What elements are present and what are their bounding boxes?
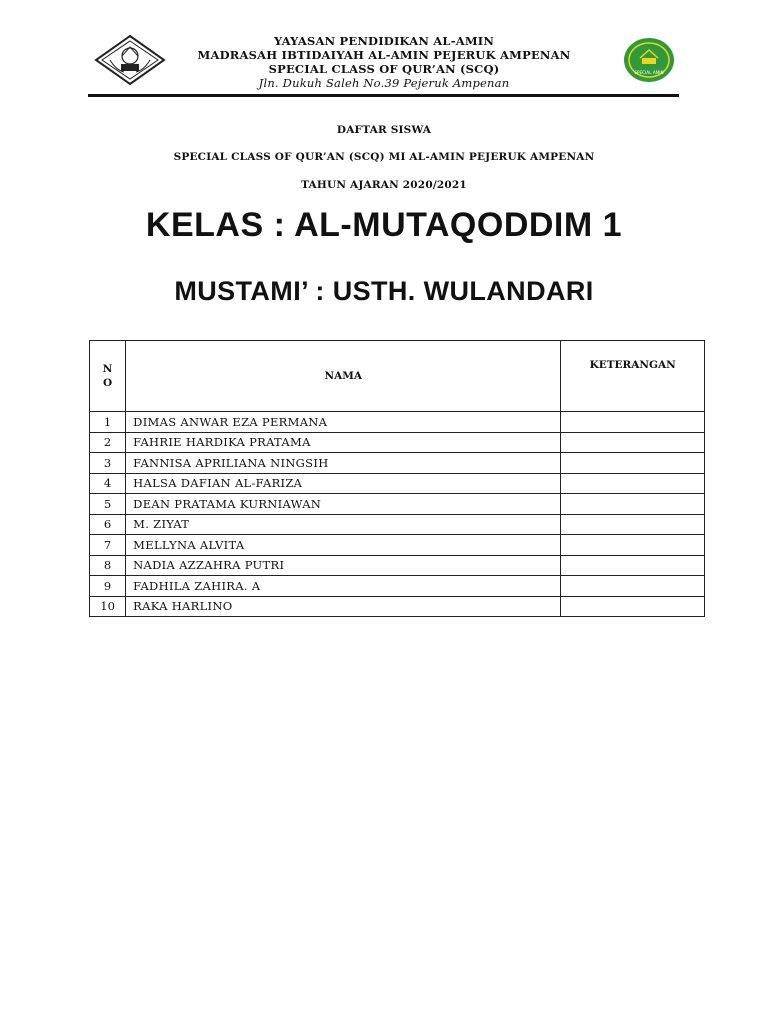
cell-no: 8 — [90, 555, 126, 576]
school-seal-icon — [622, 36, 676, 84]
cell-nama: HALSA DAFIAN AL-FARIZA — [126, 473, 561, 494]
cell-nama: FANNISA APRILIANA NINGSIH — [126, 453, 561, 474]
cell-nama: FADHILA ZAHIRA. A — [126, 576, 561, 597]
cell-keterangan — [561, 432, 705, 453]
program-name: SPECIAL CLASS OF QUR’AN (SCQ) — [268, 62, 500, 76]
document-subheading: SPECIAL CLASS OF QUR’AN (SCQ) MI AL-AMIN PEJERUK AMPENAN — [173, 151, 595, 163]
letterhead-rule — [88, 94, 679, 97]
letterhead — [88, 34, 680, 98]
teacher-title: MUSTAMI’ : USTH. WULANDARI — [174, 276, 594, 306]
foundation-name: YAYASAN PENDIDIKAN AL-AMIN — [273, 34, 495, 48]
table-row — [90, 494, 705, 515]
table-row — [90, 555, 705, 576]
cell-keterangan — [561, 555, 705, 576]
cell-nama: MELLYNA ALVITA — [126, 535, 561, 556]
cell-keterangan — [561, 453, 705, 474]
school-address: Jln. Dukuh Saleh No.39 Pejeruk Ampenan — [258, 76, 510, 90]
cell-keterangan — [561, 412, 705, 433]
cell-no: 7 — [90, 535, 126, 556]
header-no — [90, 341, 126, 412]
cell-keterangan — [561, 514, 705, 535]
cell-nama: M. ZIYAT — [126, 514, 561, 535]
class-title: KELAS : AL-MUTAQODDIM 1 — [145, 206, 623, 244]
header-no-line2: O — [103, 377, 113, 389]
header-no-line1: N — [102, 363, 113, 375]
cell-nama: RAKA HARLINO — [126, 596, 561, 617]
table-row — [90, 514, 705, 535]
cell-nama: DEAN PRATAMA KURNIAWAN — [126, 494, 561, 515]
cell-no: 3 — [90, 453, 126, 474]
header-keterangan: KETERANGAN — [561, 341, 705, 412]
school-name: MADRASAH IBTIDAIYAH AL-AMIN PEJERUK AMPENAN — [197, 48, 571, 62]
cell-nama: FAHRIE HARDIKA PRATAMA — [126, 432, 561, 453]
cell-keterangan — [561, 473, 705, 494]
table-header-row — [90, 341, 705, 412]
table-row — [90, 453, 705, 474]
cell-keterangan — [561, 596, 705, 617]
table-row — [90, 473, 705, 494]
table-row — [90, 432, 705, 453]
cell-no: 5 — [90, 494, 126, 515]
cell-nama: NADIA AZZAHRA PUTRI — [126, 555, 561, 576]
cell-keterangan — [561, 494, 705, 515]
cell-no: 1 — [90, 412, 126, 433]
cell-no: 4 — [90, 473, 126, 494]
cell-no: 9 — [90, 576, 126, 597]
table-row — [90, 535, 705, 556]
table-row — [90, 576, 705, 597]
cell-keterangan — [561, 535, 705, 556]
document-heading: DAFTAR SISWA — [336, 124, 432, 136]
cell-nama: DIMAS ANWAR EZA PERMANA — [126, 412, 561, 433]
academic-year: TAHUN AJARAN 2020/2021 — [301, 179, 467, 191]
header-nama: NAMA — [126, 341, 561, 412]
table-row — [90, 596, 705, 617]
student-table — [89, 340, 705, 617]
seal-text: SPECIAL AMIN — [634, 70, 664, 75]
cell-no: 6 — [90, 514, 126, 535]
cell-no: 10 — [90, 596, 126, 617]
cell-no: 2 — [90, 432, 126, 453]
cell-keterangan — [561, 576, 705, 597]
table-row — [90, 412, 705, 433]
